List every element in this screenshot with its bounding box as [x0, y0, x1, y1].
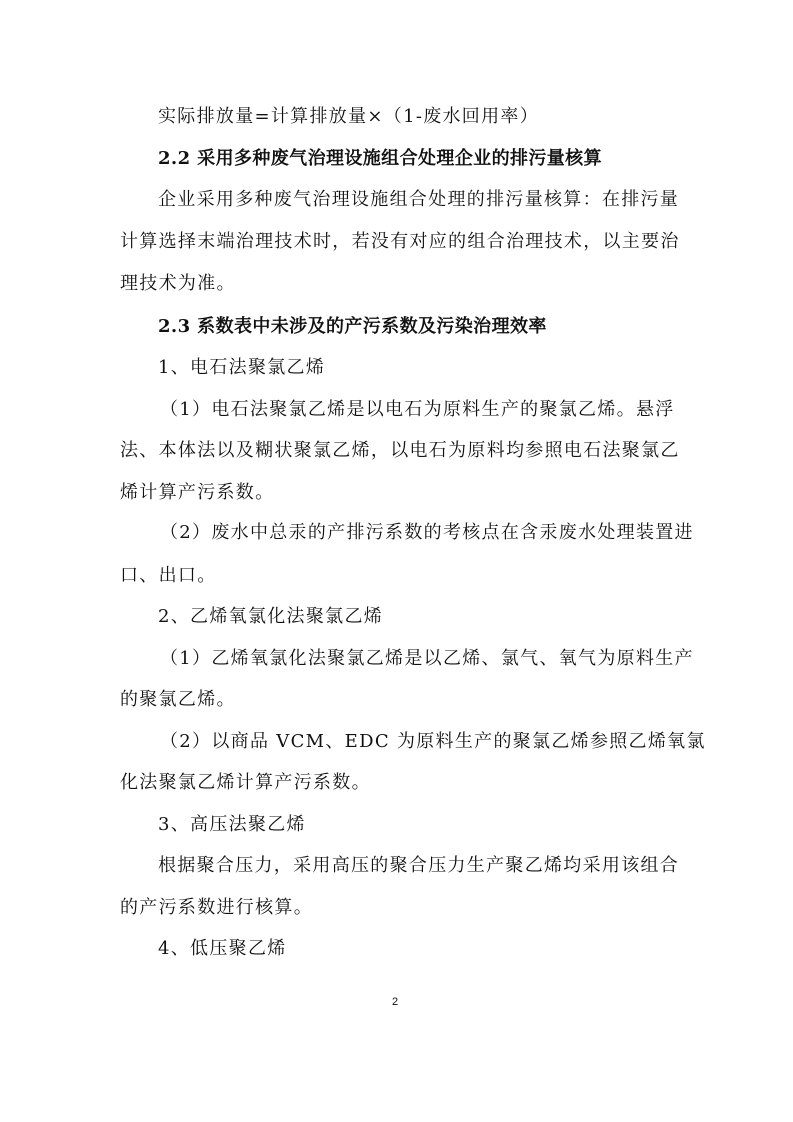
paragraph-line: 企业采用多种废气治理设施组合处理的排污量核算：在排污量 [158, 189, 680, 210]
paragraph-line: （2）以商品 VCM、EDC 为原料生产的聚氯乙烯参照乙烯氧氯 [160, 731, 706, 752]
paragraph-line: （2）废水中总汞的产排污系数的考核点在含汞废水处理装置进 [160, 522, 694, 543]
text-line-formula: 实际排放量=计算排放量×（1-废水回用率） [158, 106, 539, 127]
paragraph-line: 烯计算产污系数。 [120, 482, 275, 503]
paragraph-line: 化法聚氯乙烯计算产污系数。 [120, 772, 371, 793]
paragraph-line: 法、本体法以及糊状聚氯乙烯，以电石为原料均参照电石法聚氯乙 [120, 440, 680, 461]
paragraph-line: 的产污系数进行核算。 [120, 897, 313, 918]
paragraph-line: 口、出口。 [120, 565, 217, 586]
list-item-heading: 3、高压法聚乙烯 [158, 814, 306, 835]
paragraph-line: 根据聚合压力，采用高压的聚合压力生产聚乙烯均采用该组合 [158, 855, 680, 876]
list-item-heading: 1、电石法聚氯乙烯 [158, 357, 326, 378]
paragraph-line: （1）乙烯氧氯化法聚氯乙烯是以乙烯、氯气、氧气为原料生产 [160, 648, 694, 669]
list-item-heading: 2、乙烯氧氯化法聚氯乙烯 [158, 606, 384, 627]
page-number: 2 [392, 996, 399, 1008]
paragraph-line: 计算选择末端治理技术时，若没有对应的组合治理技术，以主要治 [120, 231, 680, 252]
section-heading-2-2: 2.2 采用多种废气治理设施组合处理企业的排污量核算 [158, 148, 602, 169]
paragraph-line: 理技术为准。 [120, 273, 236, 294]
paragraph-line: （1）电石法聚氯乙烯是以电石为原料生产的聚氯乙烯。悬浮 [160, 399, 675, 420]
section-heading-2-3: 2.3 系数表中未涉及的产污系数及污染治理效率 [158, 316, 547, 337]
list-item-heading: 4、低压聚乙烯 [158, 938, 287, 959]
paragraph-line: 的聚氯乙烯。 [120, 689, 236, 710]
